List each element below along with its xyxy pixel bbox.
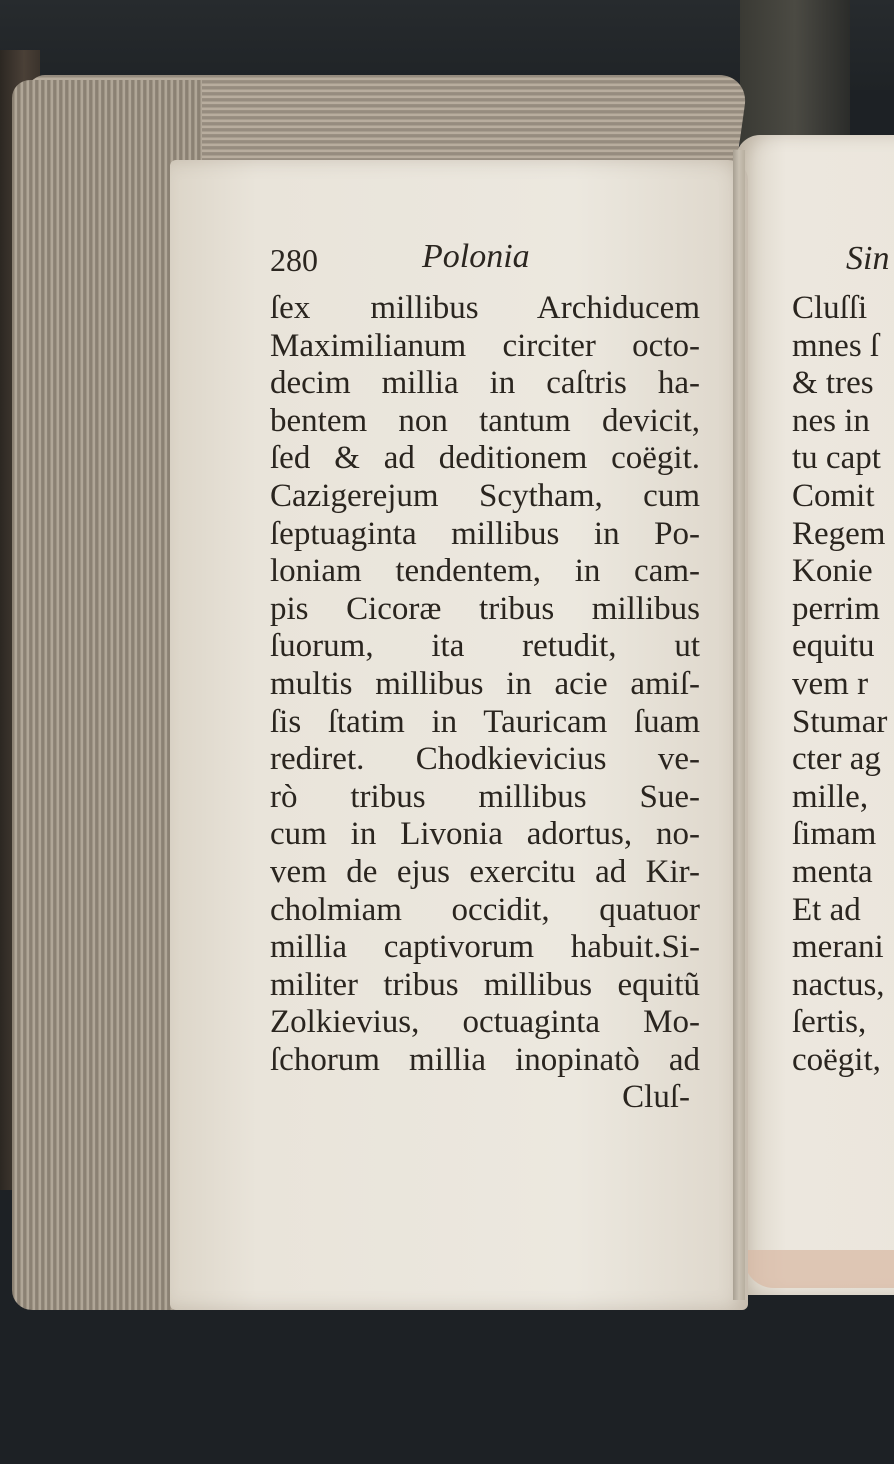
text-line: Regem	[792, 515, 886, 552]
text-line: Stumar	[792, 703, 888, 740]
text-line: ſuorum, ita retudit, ut	[270, 628, 700, 665]
text-line: Comit	[792, 477, 875, 514]
text-line: ſchorum millia inopinatò ad	[270, 1041, 700, 1078]
text-line: Cazigerejum Scytham, cum	[270, 477, 700, 514]
text-line: vem r	[792, 665, 869, 702]
text-line: decim millia in caſtris ha-	[270, 365, 700, 402]
text-line: vem de ejus exercitu ad Kir-	[270, 853, 700, 890]
page-number: 280	[270, 242, 318, 278]
text-line: cholmiam occidit, quatuor	[270, 891, 700, 928]
text-line: pis Cicoræ tribus millibus	[270, 590, 700, 627]
text-line: Konie	[792, 553, 873, 590]
right-page-running-head: Sin	[846, 240, 890, 277]
text-line: ſimam	[792, 816, 877, 853]
text-line: cum in Livonia adortus, no-	[270, 816, 700, 853]
text-line: tu capt	[792, 440, 881, 477]
text-line: Maximilianum circiter octo-	[270, 327, 700, 364]
text-line: ſex millibus Archiducem	[270, 290, 700, 326]
text-line: bentem non tantum devicit,	[270, 402, 700, 439]
text-line: cter ag	[792, 741, 881, 778]
right-page-red-edge	[744, 1250, 894, 1288]
text-line: Et ad	[792, 891, 861, 928]
text-line: rediret. Chodkievicius ve-	[270, 741, 700, 778]
text-line: perrim	[792, 590, 880, 627]
text-line: millia captivorum habuit.Si-	[270, 929, 700, 966]
running-head: Polonia	[422, 238, 530, 275]
text-line: ſertis,	[792, 1004, 867, 1041]
text-line: ſis ſtatim in Tauricam ſuam	[270, 703, 700, 740]
text-line: mnes ſ	[792, 327, 880, 364]
text-line: menta	[792, 853, 873, 890]
text-line: & tres	[792, 365, 874, 402]
text-line: militer tribus millibus equitũ	[270, 966, 700, 1003]
left-page-body	[270, 290, 700, 1117]
text-line: multis millibus in acie amiſ-	[270, 665, 700, 702]
book-gutter	[733, 150, 745, 1300]
text-line: coëgit,	[792, 1041, 881, 1078]
text-line: mille,	[792, 778, 869, 815]
text-line: ſed & ad deditionem coëgit.	[270, 440, 700, 477]
text-line: rò tribus millibus Sue-	[270, 778, 700, 815]
text-line: Zolkievius, octuaginta Mo-	[270, 1004, 700, 1041]
text-line: nactus,	[792, 966, 885, 1003]
text-line: nes in	[792, 402, 870, 439]
text-line: loniam tendentem, in cam-	[270, 553, 700, 590]
text-line: equitu	[792, 628, 875, 665]
backdrop-right-strip	[740, 0, 850, 150]
text-line: ſeptuaginta millibus in Po-	[270, 515, 700, 552]
text-line: merani	[792, 929, 884, 966]
catchword: Cluſ-	[622, 1079, 690, 1116]
right-page-body	[792, 290, 894, 1079]
text-line: Cluſſi	[792, 290, 868, 326]
